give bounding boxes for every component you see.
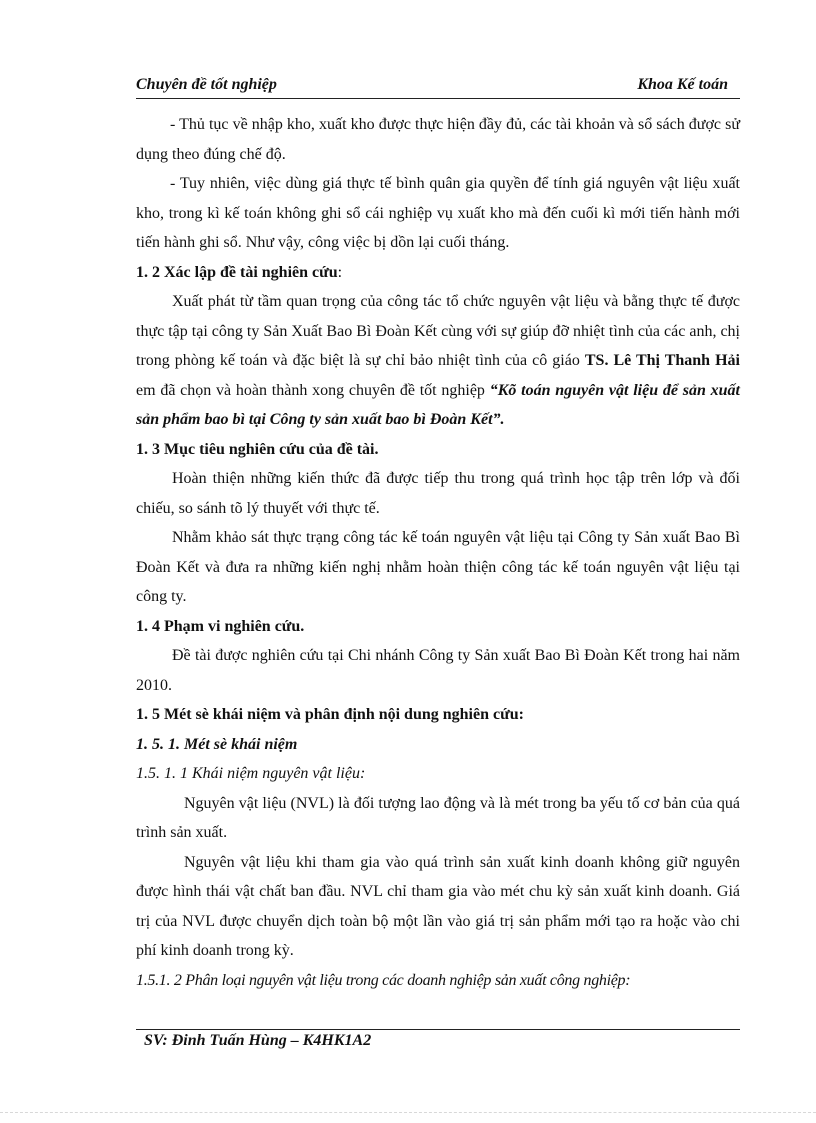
footer-rule bbox=[136, 1029, 740, 1030]
paragraph-material-characteristics: Nguyên vật liệu khi tham gia vào quá trình sản xuất kinh doanh không giữ nguyên được hình thái vật chất ban đầu. NVL chỉ tham gia vào mét chu kỳ sản xuất kinh doanh. Giá trị của NVL được chuyển dịch toàn bộ một lần vào giá trị sản phẩm mới tạo ra hoặc vào chi phí kinh doanh trong kỳ. bbox=[136, 853, 740, 959]
header-report-title: Chuyên đề tốt nghiệp bbox=[136, 76, 277, 93]
footer-student-info: SV: Đinh Tuấn Hùng – K4HK1A2 bbox=[144, 1032, 372, 1049]
paragraph-weighted-average: - Tuy nhiên, việc dùng giá thực tế bình quân gia quyền để tính giá nguyên vật liệu xuất kho, trong kì kế toán không ghi sổ cái nghiệp vụ xuất kho mà đến cuối kì mới tiến hành mới tiến hành ghi sổ. Như vậy, công việc bị dồn lại cuối tháng. bbox=[136, 175, 740, 251]
header-rule bbox=[136, 98, 740, 99]
heading-1-5: 1. 5 Mét sè khái niệm và phân định nội dung nghiên cứu: bbox=[136, 706, 524, 723]
heading-1-5-1: 1. 5. 1. Mét sè khái niệm bbox=[136, 735, 298, 753]
topic-origin-text: Xuất phát từ tầm quan trọng của công tác tổ chức nguyên vật liệu và bằng thực tế được thực tập tại công ty Sản Xuất Bao Bì Đoàn Kết cùng với sự giúp đỡ nhiệt tình của các anh, chị trong phòng kế toán và đặc biệt là sự chỉ bảo nhiệt tình của cô giáo bbox=[136, 293, 740, 369]
paragraph-warehouse-procedures: - Thủ tục về nhập kho, xuất kho được thực hiện đầy đủ, các tài khoản và sổ sách được sử dụng theo đúng chế độ. bbox=[136, 116, 740, 163]
page-header bbox=[136, 76, 740, 98]
heading-1-4: 1. 4 Phạm vi nghiên cứu. bbox=[136, 617, 305, 635]
heading-1-3: 1. 3 Mục tiêu nghiên cứu của đề tài. bbox=[136, 440, 379, 458]
heading-1-2-colon: : bbox=[337, 263, 343, 281]
document-body bbox=[136, 110, 740, 995]
paragraph-scope: Đề tài được nghiên cứu tại Chi nhánh Công ty Sản xuất Bao Bì Đoàn Kết trong hai năm 2010. bbox=[136, 647, 740, 694]
paragraph-objective-1: Hoàn thiện những kiến thức đã được tiếp thu trong quá trình học tập trên lớp và đối chiếu, so sánh tõ lý thuyết với thực tế. bbox=[136, 470, 740, 517]
teacher-name: TS. Lê Thị Thanh Hải bbox=[584, 352, 740, 369]
header-faculty: Khoa Kế toán bbox=[637, 76, 728, 93]
heading-1-2 bbox=[136, 258, 740, 288]
heading-1-2-text: 1. 2 Xác lập đề tài nghiên cứu bbox=[136, 263, 338, 281]
paragraph-topic-origin bbox=[136, 287, 740, 435]
paragraph-material-definition: Nguyên vật liệu (NVL) là đối tượng lao động và là mét trong ba yếu tố cơ bản của quá trình sản xuất. bbox=[136, 794, 740, 841]
thesis-title: “Kõ toán nguyên vật liệu để sản xuất sản phẩm bao bì tại Công ty sản xuất bao bì Đoàn Kết”. bbox=[136, 381, 741, 428]
page-bottom-edge bbox=[0, 1112, 816, 1113]
paragraph-objective-2: Nhằm khảo sát thực trạng công tác kế toán nguyên vật liệu tại Công ty Sản xuất Bao Bì Đoàn Kết và đưa ra những kiến nghị nhằm hoàn thiện công tác kế toán nguyên vật liệu tại công ty. bbox=[136, 529, 740, 605]
topic-origin-text-2: em đã chọn và hoàn thành xong chuyên đề tốt nghiệp bbox=[136, 381, 490, 399]
heading-1-5-1-1: 1.5. 1. 1 Khái niệm nguyên vật liệu: bbox=[136, 765, 366, 782]
heading-1-5-1-2: 1.5.1. 2 Phân loại nguyên vật liệu trong các doanh nghiệp sản xuất công nghiệp: bbox=[136, 971, 631, 989]
